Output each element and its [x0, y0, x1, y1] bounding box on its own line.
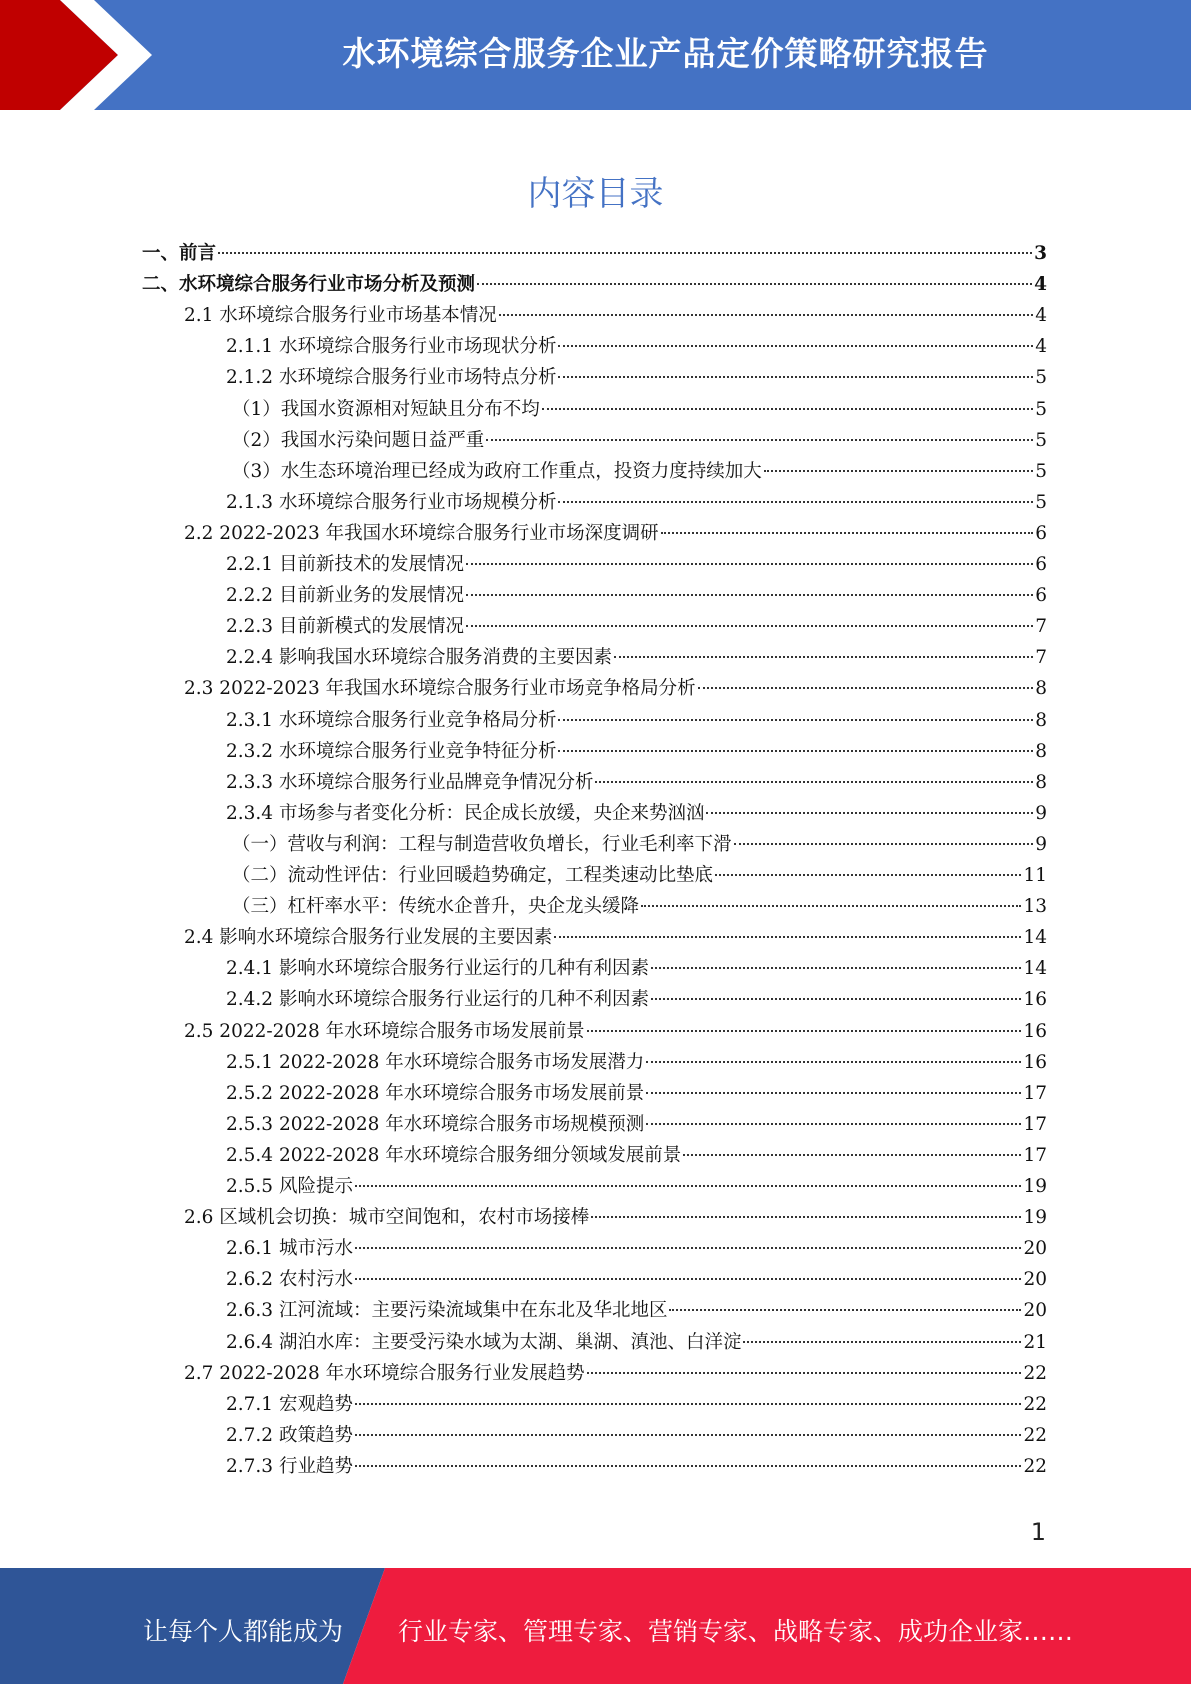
- toc-entry-page: 9: [1035, 833, 1047, 855]
- toc-dot-leader: [587, 1030, 1022, 1032]
- toc-dot-leader: [641, 905, 1021, 907]
- toc-entry[interactable]: [226, 1078, 1047, 1109]
- toc-entry-page: 5: [1035, 491, 1047, 513]
- toc-entry[interactable]: [232, 891, 1047, 922]
- footer-band: [0, 1568, 1191, 1684]
- toc-entry[interactable]: [232, 829, 1047, 860]
- toc-entry[interactable]: [226, 331, 1047, 362]
- toc-entry-page: 6: [1035, 585, 1047, 607]
- toc-entry[interactable]: [226, 362, 1047, 393]
- toc-entry-label: 2.3.2 水环境综合服务行业竞争特征分析: [226, 740, 557, 762]
- toc-dot-leader: [466, 625, 1033, 627]
- toc-entry-label: 2.6.2 农村污水: [226, 1269, 353, 1291]
- toc-entry-page: 17: [1023, 1113, 1047, 1135]
- toc-dot-leader: [698, 687, 1034, 689]
- toc-entry[interactable]: [226, 1109, 1047, 1140]
- toc-entry-page: 19: [1023, 1176, 1047, 1197]
- toc-entry-page: 20: [1023, 1269, 1047, 1291]
- toc-entry-label: （1）我国水资源相对短缺且分布不均: [232, 398, 540, 420]
- toc-entry-page: 14: [1023, 958, 1047, 980]
- toc-dot-leader: [646, 1092, 1021, 1094]
- toc-entry[interactable]: [226, 611, 1047, 642]
- toc-entry[interactable]: [184, 1358, 1047, 1389]
- toc-dot-leader: [706, 812, 1033, 814]
- toc-entry[interactable]: [226, 1389, 1047, 1420]
- toc-dot-leader: [355, 1185, 1022, 1187]
- toc-dot-leader: [355, 1278, 1022, 1280]
- toc-entry-label: 2.4.1 影响水环境综合服务行业运行的几种有利因素: [226, 958, 649, 980]
- toc-entry-page: 14: [1023, 927, 1047, 949]
- toc-entry-label: 二、水环境综合服务行业市场分析及预测: [142, 274, 476, 296]
- toc-entry-label: 2.3 2022-2023 年我国水环境综合服务行业市场竞争格局分析: [184, 678, 696, 700]
- toc-entry[interactable]: [184, 1016, 1047, 1047]
- toc-dot-leader: [542, 408, 1033, 410]
- toc-dot-leader: [466, 563, 1033, 565]
- toc-entry-label: 2.6.3 江河流域：主要污染流域集中在东北及华北地区: [226, 1300, 668, 1322]
- toc-dot-leader: [558, 501, 1033, 503]
- toc-dot-leader: [558, 376, 1033, 378]
- toc-entry-label: 2.7.3 行业趋势: [226, 1455, 353, 1477]
- toc-entry-label: 2.7.1 宏观趋势: [226, 1393, 353, 1415]
- toc-entry[interactable]: [184, 300, 1047, 331]
- toc-entry-page: 8: [1035, 740, 1047, 762]
- toc-entry-label: 2.5.5 风险提示: [226, 1176, 353, 1197]
- toc-dot-leader: [646, 1123, 1021, 1125]
- toc-entry-label: 2.3.4 市场参与者变化分析：民企成长放缓，央企来势汹汹: [226, 802, 705, 824]
- toc-entry-label: 2.4 影响水环境综合服务行业发展的主要因素: [184, 927, 553, 949]
- toc-entry-label: 2.6.1 城市污水: [226, 1238, 353, 1260]
- toc-entry-page: 4: [1035, 336, 1047, 358]
- toc-entry-page: 19: [1023, 1207, 1047, 1229]
- toc-entry-page: 13: [1023, 896, 1047, 918]
- toc-entry[interactable]: [226, 736, 1047, 767]
- toc-entry[interactable]: [226, 1140, 1047, 1171]
- toc-dot-leader: [355, 1403, 1022, 1405]
- toc-entry[interactable]: [184, 922, 1047, 953]
- toc-entry[interactable]: [226, 1451, 1047, 1482]
- toc-dot-leader: [218, 252, 1032, 254]
- toc-entry[interactable]: [226, 1327, 1047, 1358]
- toc-entry[interactable]: [226, 1420, 1047, 1451]
- toc-dot-leader: [646, 1061, 1021, 1063]
- toc-dot-leader: [466, 594, 1033, 596]
- toc-dot-leader: [661, 532, 1034, 534]
- toc-dot-leader: [614, 656, 1033, 658]
- toc-entry-page: 22: [1023, 1424, 1047, 1446]
- toc-entry-page: 5: [1035, 429, 1047, 451]
- toc-dot-leader: [355, 1434, 1022, 1436]
- toc-entry-page: 6: [1035, 554, 1047, 575]
- toc-entry[interactable]: [184, 673, 1047, 704]
- toc-dot-leader: [595, 781, 1033, 783]
- page-number: 1: [1030, 1518, 1046, 1546]
- toc-entry-page: 17: [1023, 1082, 1047, 1104]
- toc-entry-label: 2.7 2022-2028 年水环境综合服务行业发展趋势: [184, 1362, 585, 1384]
- toc-dot-leader: [558, 750, 1033, 752]
- toc-entry-label: （二）流动性评估：行业回暖趋势确定，工程类速动比垫底: [232, 865, 714, 886]
- toc-entry-page: 11: [1023, 865, 1047, 886]
- toc-entry[interactable]: [226, 984, 1047, 1015]
- toc-dot-leader: [651, 967, 1021, 969]
- toc-dot-leader: [355, 1247, 1022, 1249]
- toc-entry-page: 4: [1034, 274, 1047, 296]
- toc-entry-label: 2.2.3 目前新模式的发展情况: [226, 616, 464, 638]
- toc-entry-label: 2.4.2 影响水环境综合服务行业运行的几种不利因素: [226, 989, 649, 1011]
- toc-entry[interactable]: [142, 269, 1047, 300]
- toc-entry-page: 22: [1023, 1455, 1047, 1477]
- toc-entry[interactable]: [184, 1202, 1047, 1233]
- toc-entry-page: 5: [1035, 398, 1047, 420]
- toc-entry-label: 2.2 2022-2023 年我国水环境综合服务行业市场深度调研: [184, 522, 659, 544]
- toc-entry-label: 2.3.3 水环境综合服务行业品牌竞争情况分析: [226, 771, 594, 793]
- toc-entry[interactable]: [226, 1233, 1047, 1264]
- toc-entry-label: 2.3.1 水环境综合服务行业竞争格局分析: [226, 709, 557, 731]
- toc-dot-leader: [587, 1372, 1022, 1374]
- toc-dot-leader: [651, 998, 1021, 1000]
- toc-entry-page: 22: [1023, 1362, 1047, 1384]
- toc-entry-page: 16: [1023, 989, 1047, 1011]
- toc-dot-leader: [486, 439, 1033, 441]
- toc-entry[interactable]: [226, 1171, 1047, 1202]
- toc-entry[interactable]: [226, 487, 1047, 518]
- toc-dot-leader: [715, 874, 1021, 876]
- toc-entry[interactable]: [226, 798, 1047, 829]
- toc-entry-page: 6: [1035, 522, 1047, 544]
- toc-entry-page: 20: [1023, 1238, 1047, 1260]
- toc-dot-leader: [764, 470, 1033, 472]
- toc-entry[interactable]: [184, 518, 1047, 549]
- footer-slogan-right: 行业专家、管理专家、营销专家、战略专家、成功企业家……: [398, 1617, 1074, 1646]
- toc-entry[interactable]: [226, 767, 1047, 798]
- toc-entry-label: 2.1.2 水环境综合服务行业市场特点分析: [226, 367, 557, 389]
- toc-entry[interactable]: [232, 456, 1047, 487]
- toc-entry[interactable]: [142, 238, 1047, 269]
- toc-entry-label: 2.2.4 影响我国水环境综合服务消费的主要因素: [226, 647, 612, 669]
- toc-dot-leader: [558, 345, 1033, 347]
- toc-entry-label: 一、前言: [142, 243, 217, 264]
- toc-dot-leader: [355, 1465, 1022, 1467]
- toc-entry[interactable]: [226, 705, 1047, 736]
- toc-entry[interactable]: [226, 1264, 1047, 1295]
- toc-entry-label: （3）水生态环境治理已经成为政府工作重点，投资力度持续加大: [232, 460, 762, 482]
- toc-entry-label: 2.2.2 目前新业务的发展情况: [226, 585, 464, 607]
- toc-dot-leader: [743, 1341, 1021, 1343]
- toc-entry-label: 2.7.2 政策趋势: [226, 1424, 353, 1446]
- toc-entry-page: 16: [1023, 1051, 1047, 1073]
- toc-entry-label: 2.1.3 水环境综合服务行业市场规模分析: [226, 491, 557, 513]
- toc-entry-page: 8: [1035, 771, 1047, 793]
- toc-entry-label: 2.2.1 目前新技术的发展情况: [226, 554, 464, 575]
- toc-entry-label: 2.5.4 2022-2028 年水环境综合服务细分领域发展前景: [226, 1144, 682, 1166]
- toc-entry-page: 21: [1023, 1331, 1047, 1353]
- toc-entry[interactable]: [226, 953, 1047, 984]
- toc-dot-leader: [499, 314, 1033, 316]
- toc-entry-page: 16: [1023, 1020, 1047, 1042]
- toc-dot-leader: [591, 1216, 1021, 1218]
- toc-entry-page: 5: [1035, 367, 1047, 389]
- toc-entry-label: 2.5.2 2022-2028 年水环境综合服务市场发展前景: [226, 1082, 645, 1104]
- toc-entry-page: 8: [1035, 678, 1047, 700]
- toc-entry[interactable]: [232, 394, 1047, 425]
- footer-slogan-left: 让每个人都能成为: [143, 1617, 344, 1646]
- toc-entry-label: 2.5.1 2022-2028 年水环境综合服务市场发展潜力: [226, 1051, 645, 1073]
- toc-entry-label: （一）营收与利润：工程与制造营收负增长，行业毛利率下滑: [232, 833, 732, 855]
- toc-dot-leader: [734, 843, 1034, 845]
- toc-dot-leader: [477, 283, 1032, 285]
- toc-entry-label: 2.6.4 湖泊水库：主要受污染水域为太湖、巢湖、滇池、白洋淀: [226, 1331, 742, 1353]
- toc-entry-page: 20: [1023, 1300, 1047, 1322]
- toc-title: 内容目录: [527, 174, 664, 214]
- toc-dot-leader: [554, 936, 1021, 938]
- toc-entry-page: 17: [1023, 1144, 1047, 1166]
- toc-entry-page: 9: [1035, 802, 1047, 824]
- toc-entry[interactable]: [232, 860, 1047, 891]
- toc-entry[interactable]: [226, 1295, 1047, 1326]
- toc-entry[interactable]: [226, 1047, 1047, 1078]
- toc-entry-label: 2.5 2022-2028 年水环境综合服务市场发展前景: [184, 1020, 585, 1042]
- toc-entry-page: 7: [1035, 647, 1047, 669]
- toc-entry-label: 2.1 水环境综合服务行业市场基本情况: [184, 305, 497, 327]
- toc-entry-label: 2.1.1 水环境综合服务行业市场现状分析: [226, 336, 557, 358]
- toc-entry[interactable]: [226, 642, 1047, 673]
- toc-entry-page: 7: [1035, 616, 1047, 638]
- toc-dot-leader: [669, 1309, 1021, 1311]
- toc-entry-page: 22: [1023, 1393, 1047, 1415]
- toc-dot-leader: [683, 1154, 1021, 1156]
- toc-entry-page: 3: [1034, 243, 1047, 264]
- toc-entry-label: （三）杠杆率水平：传统水企普升，央企龙头缓降: [232, 896, 640, 918]
- toc-entry-page: 5: [1035, 460, 1047, 482]
- toc-entry-page: 4: [1035, 305, 1047, 327]
- toc-entry[interactable]: [226, 580, 1047, 611]
- toc-dot-leader: [558, 719, 1033, 721]
- toc-entry-label: （2）我国水污染问题日益严重: [232, 429, 485, 451]
- toc-entry-page: 8: [1035, 709, 1047, 731]
- toc-entry[interactable]: [232, 425, 1047, 456]
- toc-entry[interactable]: [226, 549, 1047, 580]
- header-band: [0, 0, 1191, 110]
- toc-entry-label: 2.5.3 2022-2028 年水环境综合服务市场规模预测: [226, 1113, 645, 1135]
- toc-entry-label: 2.6 区域机会切换：城市空间饱和，农村市场接棒: [184, 1207, 590, 1229]
- report-title: 水环境综合服务企业产品定价策略研究报告: [342, 34, 989, 73]
